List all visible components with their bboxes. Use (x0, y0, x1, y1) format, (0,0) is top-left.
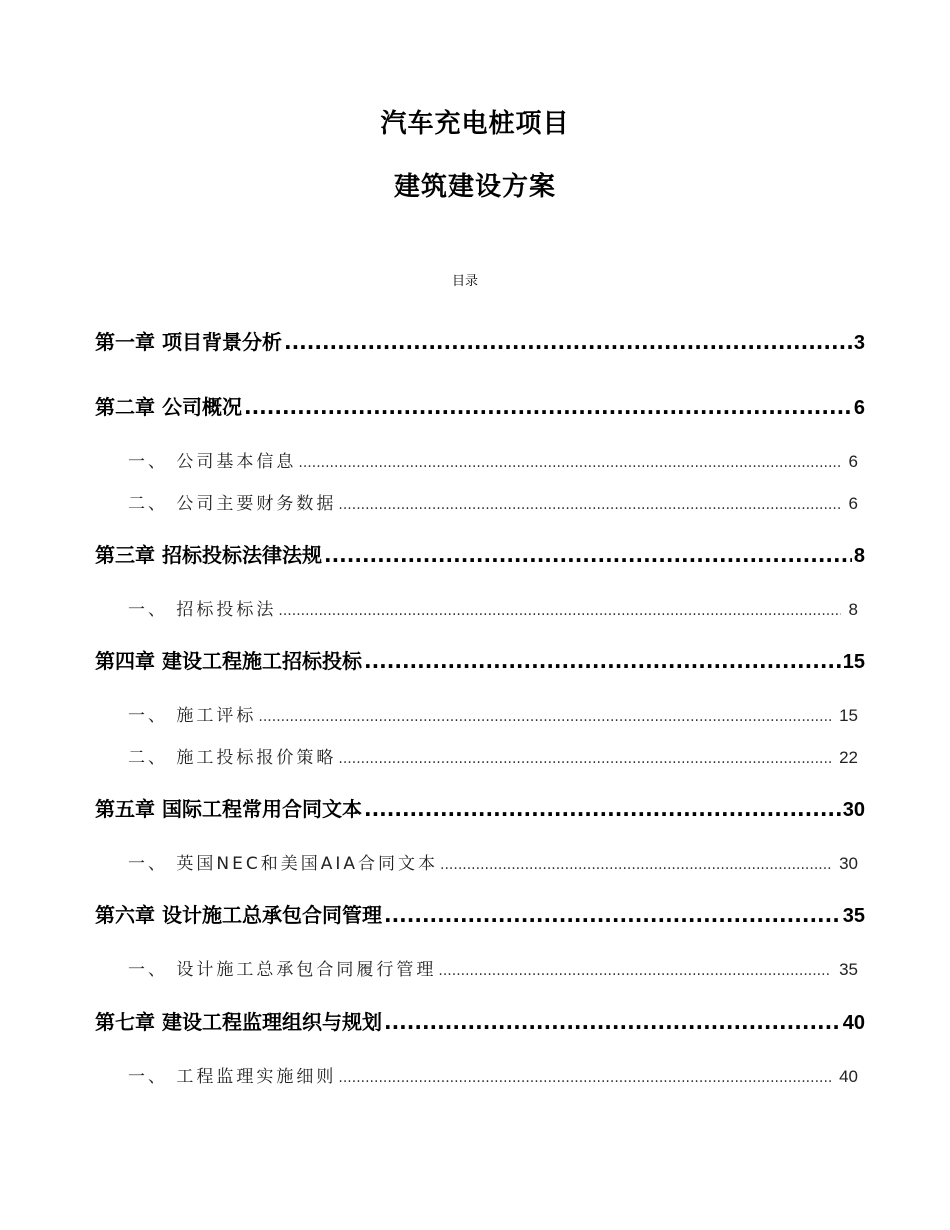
toc-entry-section[interactable] (128, 955, 858, 980)
toc-entry-chapter-2[interactable] (95, 391, 865, 420)
toc-entry-label: 第三章 招标投标法律法规 (95, 543, 322, 567)
toc-entry-page: 40 (842, 1012, 865, 1034)
toc-leader-dots (384, 903, 841, 927)
toc-entry-chapter-3[interactable] (95, 539, 865, 568)
toc-entry-page: 35 (842, 905, 865, 927)
toc-entry-section[interactable] (128, 701, 858, 726)
toc-entry-page: 3 (853, 332, 865, 354)
toc-entry-page: 8 (848, 600, 858, 619)
toc-entry-chapter-5[interactable] (95, 793, 865, 822)
toc-leader-dots (364, 649, 841, 673)
toc-entry-page: 15 (842, 651, 865, 673)
document-subtitle: 建筑建设方案 (393, 172, 556, 202)
toc-entry-label: 二、 公司主要财务数据 (128, 494, 337, 514)
toc-entry-page: 40 (839, 1067, 858, 1086)
toc-entry-label: 第一章 项目背景分析 (95, 330, 282, 354)
toc-entry-label: 一、 英国NEC和美国AIA合同文本 (128, 854, 439, 874)
toc-entry-section[interactable] (128, 447, 858, 472)
toc-entry-chapter-6[interactable] (95, 899, 865, 928)
toc-entry-label: 第四章 建设工程施工招标投标 (95, 649, 362, 673)
toc-entry-label: 第二章 公司概况 (95, 395, 242, 419)
toc-entry-section[interactable] (128, 595, 858, 620)
toc-entry-page: 6 (853, 397, 865, 419)
toc-entry-page: 30 (839, 854, 858, 873)
toc-entry-chapter-1[interactable] (95, 326, 865, 355)
toc-leader-dots (338, 1070, 831, 1086)
toc-entry-section[interactable] (128, 743, 858, 768)
toc-leader-dots (338, 497, 840, 513)
toc-entry-label: 一、 招标投标法 (128, 600, 277, 620)
toc-entry-label: 第六章 设计施工总承包合同管理 (95, 903, 382, 927)
toc-entry-label: 一、 工程监理实施细则 (128, 1067, 337, 1087)
toc-entry-section[interactable] (128, 849, 858, 874)
toc-entry-section[interactable] (128, 1062, 858, 1087)
toc-leader-dots (278, 603, 840, 619)
toc-leader-dots (440, 857, 831, 873)
toc-entry-page: 30 (842, 799, 865, 821)
toc-leader-dots (258, 709, 831, 725)
toc-entry-label: 第五章 国际工程常用合同文本 (95, 797, 362, 821)
toc-entry-label: 第七章 建设工程监理组织与规划 (95, 1010, 382, 1034)
toc-leader-dots (338, 751, 831, 767)
toc-entry-page: 35 (839, 960, 858, 979)
toc-entry-label: 一、 公司基本信息 (128, 452, 297, 472)
toc-leader-dots (438, 963, 831, 979)
toc-entry-chapter-7[interactable] (95, 1006, 865, 1035)
toc-leader-dots (244, 395, 852, 419)
toc-entry-page: 6 (848, 452, 858, 471)
toc-entry-label: 二、 施工投标报价策略 (128, 748, 337, 768)
toc-leader-dots (284, 330, 852, 354)
toc-heading: 目录 (451, 274, 478, 289)
toc-entry-section[interactable] (128, 489, 858, 514)
toc-entry-label: 一、 施工评标 (128, 706, 257, 726)
toc-entry-page: 8 (853, 545, 865, 567)
document-title: 汽车充电桩项目 (380, 109, 570, 139)
toc-entry-page: 22 (839, 748, 858, 767)
toc-entry-page: 15 (839, 706, 858, 725)
toc-entry-label: 一、 设计施工总承包合同履行管理 (128, 960, 437, 980)
toc-leader-dots (324, 543, 852, 567)
toc-entry-chapter-4[interactable] (95, 645, 865, 674)
toc-leader-dots (384, 1010, 841, 1034)
toc-leader-dots (298, 455, 840, 471)
toc-entry-page: 6 (848, 494, 858, 513)
toc-leader-dots (364, 797, 841, 821)
